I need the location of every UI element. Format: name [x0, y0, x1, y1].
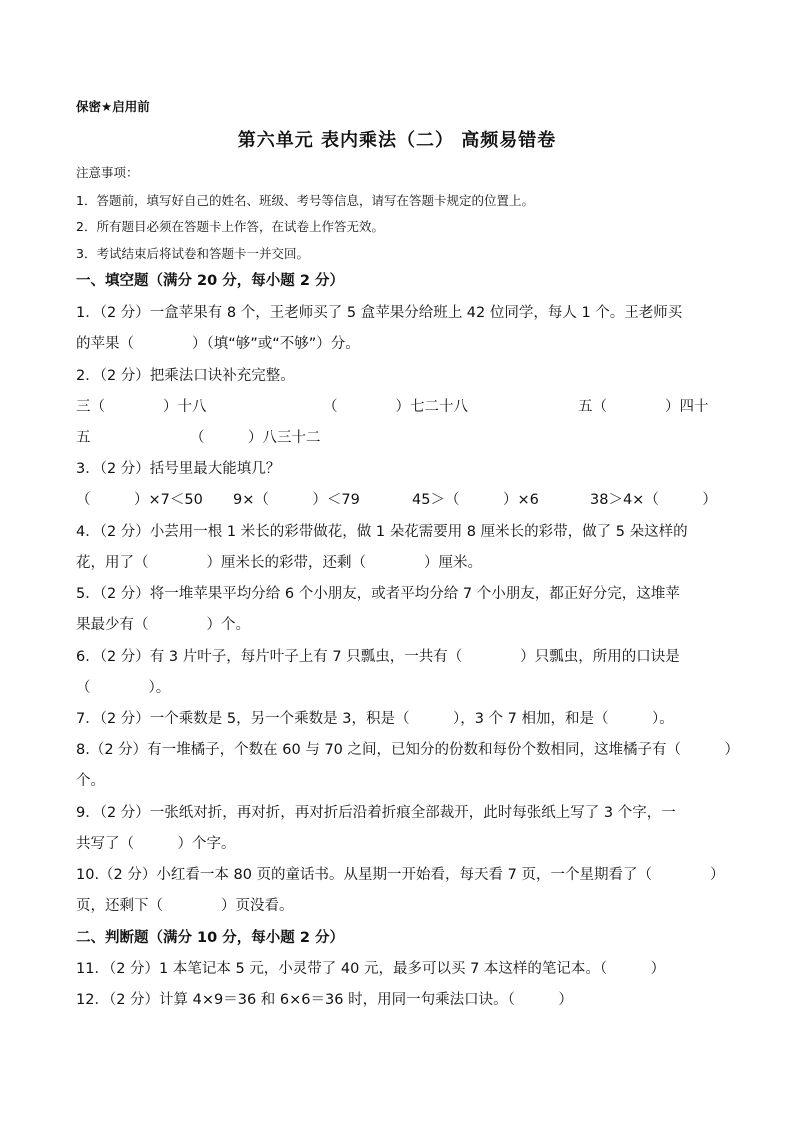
q2-blank-item: （ ）八三十二	[190, 430, 321, 446]
notice-item: 1．答题前，填写好自己的姓名、班级、考号等信息，请写在答题卡规定的位置上。	[76, 193, 534, 208]
question-6-line: 6．（2 分）有 3 片叶子，每片叶子上有 7 只瓢虫，一共有（ ）只瓢虫，所用的口诀是	[76, 649, 680, 665]
notice-heading: 注意事项：	[76, 165, 139, 180]
notice-item: 3．考试结束后将试卷和答题卡一并交回。	[76, 246, 309, 261]
question-8-line: 个。	[76, 773, 105, 789]
question-4-line: 花，用了（ ）厘米长的彩带，还剩（ ）厘米。	[76, 555, 482, 571]
question-9-line: 9．（2 分）一张纸对折，再对折，再对折后沿着折痕全部裁开，此时每张纸上写了 3 个字，一	[76, 805, 676, 821]
question-2-stem: 2．（2 分）把乘法口诀补充完整。	[76, 368, 295, 384]
section1-heading: 一、填空题（满分 20 分，每小题 2 分）	[76, 273, 344, 289]
question-1-line: 的苹果（ ）（填“够”或“不够”）分。	[76, 336, 360, 352]
q3-inequality: 9×（ ）＜79	[233, 492, 360, 508]
question-3-stem: 3．（2 分）括号里最大能填几？	[76, 461, 281, 477]
question-10-line: 页，还剩下（ ）页没看。	[76, 898, 294, 914]
question-12-line: 12．（2 分）计算 4×9＝36 和 6×6＝36 时，用同一句乘法口诀。（ ）	[76, 992, 573, 1008]
q3-inequality: 38＞4×（ ）	[590, 492, 717, 508]
q3-inequality: 45＞（ ）×6	[412, 492, 539, 508]
question-10-line: 10.（2 分）小红看一本 80 页的童话书。从星期一开始看，每天看 7 页，一个星期看了（ ）	[76, 867, 725, 883]
question-5-line: 果最少有（ ）个。	[76, 617, 250, 633]
q2-blank-item: 五（ ）四十	[578, 399, 709, 415]
q2-blank-item: 三（ ）十八	[76, 399, 207, 415]
question-7-line: 7．（2 分）一个乘数是 5，另一个乘数是 3，积是（ ），3 个 7 相加，和是（ ）。	[76, 711, 674, 727]
question-9-line: 共写了（ ）个字。	[76, 836, 236, 852]
question-1-line: 1．（2 分）一盒苹果有 8 个，王老师买了 5 盒苹果分给班上 42 位同学，每人 1 个。王老师买	[76, 305, 683, 321]
question-8-line: 8.（2 分）有一堆橘子，个数在 60 与 70 之间，已知分的份数和每份个数相同，这堆橘子有（ ）	[76, 742, 740, 758]
page-title: 第六单元 表内乘法（二） 高频易错卷	[237, 130, 557, 151]
section2-heading: 二、判断题（满分 10 分，每小题 2 分）	[76, 930, 344, 946]
q2-blank-item: 五	[76, 430, 91, 446]
q3-inequality: （ ）×7＜50	[76, 492, 203, 508]
question-11-line: 11．（2 分）1 本笔记本 5 元，小灵带了 40 元，最多可以买 7 本这样的笔记本。（ ）	[76, 961, 666, 977]
notice-item: 2．所有题目必须在答题卡上作答，在试卷上作答无效。	[76, 219, 384, 234]
q2-blank-item: （ ）七二十八	[323, 399, 468, 415]
question-5-line: 5．（2 分）将一堆苹果平均分给 6 个小朋友，或者平均分给 7 个小朋友，都正好分完，这堆苹	[76, 586, 680, 602]
confidential-label: 保密★启用前	[76, 99, 150, 114]
question-4-line: 4．（2 分）小芸用一根 1 米长的彩带做花，做 1 朵花需要用 8 厘米长的彩带，做了 5 朵这样的	[76, 524, 688, 540]
question-6-line: （ ）。	[76, 680, 171, 696]
